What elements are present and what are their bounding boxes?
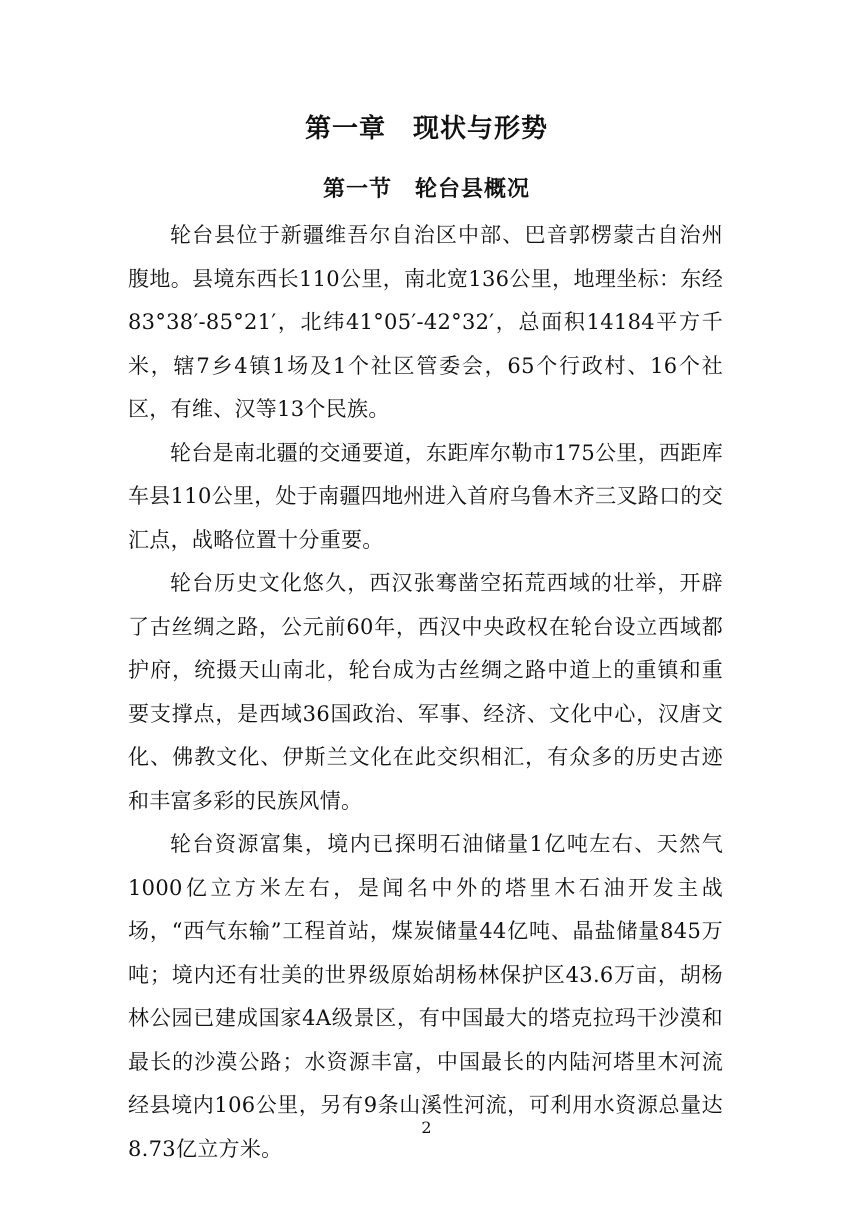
paragraph-location: 轮台县位于新疆维吾尔自治区中部、巴音郭楞蒙古自治州腹地。县境东西长110公里，南北宽136公里，地理坐标：东经83°38′-85°21′，北纬41°05′-42°32′，总面积14184平方千米，辖7乡4镇1场及1个社区管委会，65个行政村、16个社区，有维、汉等13个民族。 bbox=[128, 223, 723, 421]
paragraph-transport: 轮台是南北疆的交通要道，东距库尔勒市175公里，西距库车县110公里，处于南疆四地州进入首府乌鲁木齐三叉路口的交汇点，战略位置十分重要。 bbox=[128, 440, 723, 552]
page-number: 2 bbox=[421, 1118, 432, 1137]
paragraph-resources: 轮台资源富集，境内已探明石油储量1亿吨左右、天然气1000亿立方米左右，是闻名中外的塔里木石油开发主战场，“西气东输”工程首站，煤炭储量44亿吨、晶盐储量845万吨；境内还有壮美的世界级原始胡杨林保护区43.6万亩，胡杨林公园已建成国家4A级景区，有中国最大的塔克拉玛干沙漠和最长的沙漠公路；水资源丰富，中国最长的内陆河塔里木河流经县境内106公里，另有9条山溪性河流，可利用水资源总量达8.73亿立方米。 bbox=[128, 832, 723, 1161]
chapter-title: 第一章 现状与形势 bbox=[304, 114, 548, 144]
paragraph-history: 轮台历史文化悠久，西汉张骞凿空拓荒西域的壮举，开辟了古丝绸之路，公元前60年，西汉中央政权在轮台设立西域都护府，统摄天山南北，轮台成为古丝绸之路中道上的重镇和重要支撑点，是西域36国政治、军事、经济、文化中心，汉唐文化、佛教文化、伊斯兰文化在此交织相汇，有众多的历史古迹和丰富多彩的民族风情。 bbox=[128, 571, 723, 813]
section-title: 第一节 轮台县概况 bbox=[322, 177, 530, 202]
body-text bbox=[128, 214, 723, 1171]
